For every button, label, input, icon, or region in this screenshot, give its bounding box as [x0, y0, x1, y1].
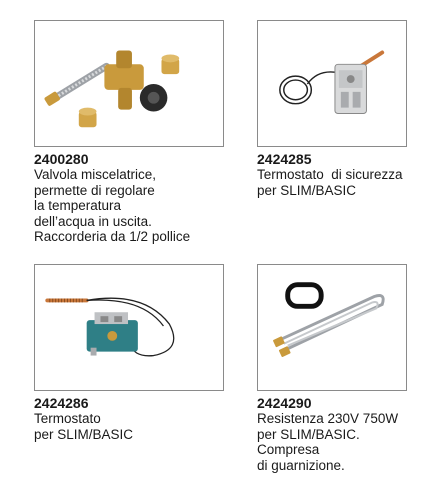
product-description-line: per SLIM/BASIC [34, 426, 134, 442]
mixing-valve-icon [35, 21, 223, 146]
product-description-line: la temperatura [34, 198, 122, 213]
product-description-line: per SLIM/BASIC. [257, 426, 360, 442]
product-code: 2424285 [257, 151, 312, 167]
product-code: 2424286 [34, 395, 89, 411]
product-description-line: Resistenza 230V 750W [257, 411, 399, 426]
product-description-line: dell’acqua in uscita. [34, 213, 152, 229]
product-image-frame-4 [257, 264, 407, 391]
product-caption-4 [257, 395, 442, 473]
product-code: 2424290 [257, 395, 312, 411]
product-code: 2400280 [34, 151, 89, 167]
product-description-line: Raccorderia da 1/2 pollice [34, 229, 191, 244]
safety-thermostat-icon [258, 21, 406, 146]
product-caption-1 [34, 151, 234, 245]
product-description-line: permette di regolare [34, 182, 155, 198]
product-caption-2 [257, 151, 442, 198]
product-caption-3 [34, 395, 234, 442]
thermostat-icon [35, 265, 223, 390]
product-description-line: Valvola miscelatrice, [34, 167, 157, 182]
product-image-frame-1 [34, 20, 224, 147]
product-description-line: Termostato [34, 411, 101, 426]
product-description-line: Compresa [257, 442, 320, 457]
product-image-frame-2 [257, 20, 407, 147]
product-image-frame-3 [34, 264, 224, 391]
product-description-line: Termostato di sicurezza [257, 167, 403, 182]
heating-element-icon [258, 265, 406, 390]
product-description-line: di guarnizione. [257, 457, 345, 473]
product-description-line: per SLIM/BASIC [257, 182, 357, 198]
